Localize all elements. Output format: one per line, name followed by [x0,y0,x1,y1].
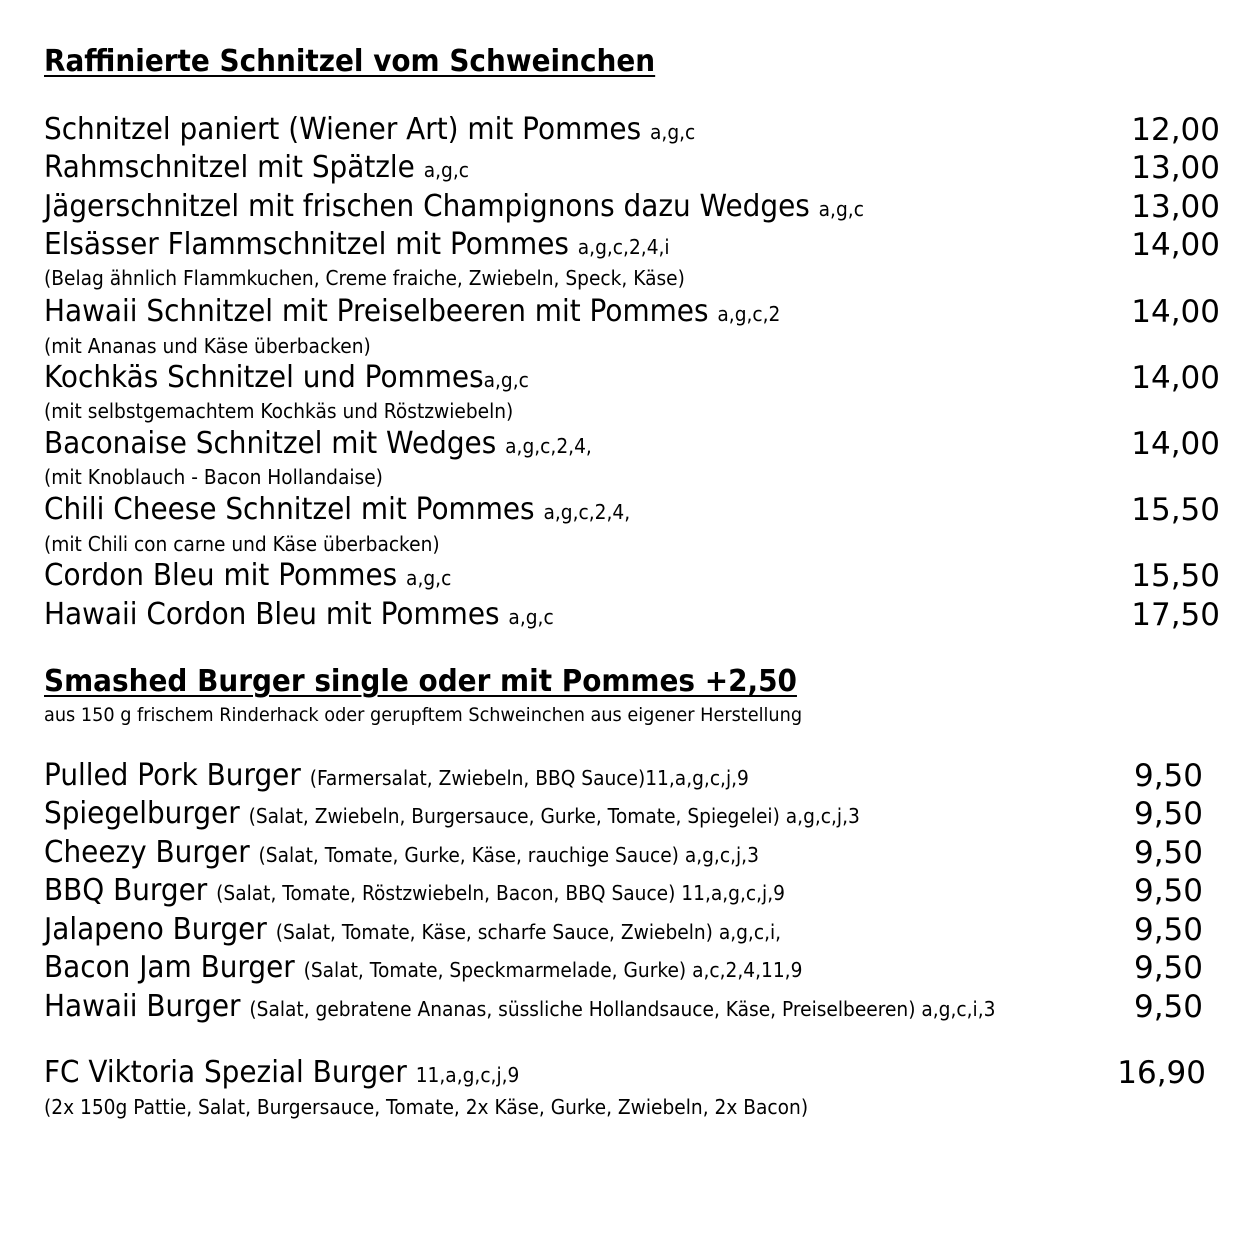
ingredients-and-allergens: (Salat, Tomate, Speckmarmelade, Gurke) a,c,2,4,11,9 [303,958,803,982]
dish-name: Baconaise Schnitzel mit Wedges [44,426,497,461]
dish-name: Spiegelburger [44,796,240,831]
menu-item-row [44,189,1224,229]
dish-name: Hawaii Cordon Bleu mit Pommes [44,597,500,632]
menu-item-description: (mit Ananas und Käse überbacken) [44,334,371,358]
dish-name: Cheezy Burger [44,835,250,870]
menu-item-name [44,796,860,831]
menu-item-name [44,492,630,527]
allergen-codes: a,g,c,2,4, [505,434,592,458]
menu-item-row [44,294,1224,334]
allergen-codes: a,g,c,2,4, [543,500,631,524]
dish-name: Jalapeno Burger [44,912,267,947]
dish-name: FC Viktoria Spezial Burger [44,1055,407,1090]
menu-item-price: 13,00 [1131,150,1220,186]
menu-item-name [44,294,780,329]
menu-item-name [44,835,759,870]
ingredients-and-allergens: (Salat, gebratene Ananas, süssliche Hollandsauce, Käse, Preiselbeeren) a,g,c,i,3 [249,997,996,1021]
menu-item-row [44,758,1224,798]
allergen-codes: 11,a,g,c,j,9 [415,1063,520,1087]
menu-item-description: (Belag ähnlich Flammkuchen, Creme fraiche, Zwiebeln, Speck, Käse) [44,266,685,290]
menu-item-name [44,1055,519,1090]
allergen-codes: a,g,c [508,605,554,629]
menu-item-price: 14,00 [1131,426,1220,462]
menu-item-price: 9,50 [1133,835,1203,871]
menu-item-description: (mit Knoblauch - Bacon Hollandaise) [44,465,383,489]
menu-item-price: 9,50 [1133,758,1203,794]
dish-name: Kochkäs Schnitzel und Pommes [44,360,484,395]
allergen-codes: a,g,c [406,566,452,590]
menu-item-price: 9,50 [1133,912,1203,948]
menu-item-name [44,150,469,185]
menu-item-row [44,492,1224,532]
menu-item-row [44,873,1224,913]
menu-item-row [44,950,1224,990]
dish-name: Jägerschnitzel mit frischen Champignons dazu Wedges [44,189,810,224]
ingredients-and-allergens: (Farmersalat, Zwiebeln, BBQ Sauce)11,a,g,c,j,9 [309,766,749,790]
menu-item-price: 13,00 [1131,189,1220,225]
menu-item-price: 9,50 [1133,796,1203,832]
menu-item-row [44,426,1224,466]
dish-name: Schnitzel paniert (Wiener Art) mit Pommes [44,112,642,147]
menu-item-row [44,150,1224,190]
menu-item-row [44,835,1224,875]
menu-item-name [44,360,529,395]
menu-item-price: 14,00 [1131,294,1220,330]
menu-item-price: 9,50 [1133,950,1203,986]
menu-item-description: (2x 150g Pattie, Salat, Burgersauce, Tomate, 2x Käse, Gurke, Zwiebeln, 2x Bacon) [44,1095,809,1119]
allergen-codes: a,g,c [650,120,696,144]
ingredients-and-allergens: (Salat, Tomate, Gurke, Käse, rauchige Sauce) a,g,c,j,3 [258,843,759,867]
menu-item-price: 9,50 [1133,873,1203,909]
menu-item-row [44,796,1224,836]
dish-name: Pulled Pork Burger [44,758,301,793]
menu-item-name [44,189,864,224]
menu-item-name [44,912,781,947]
menu-item-name [44,558,451,593]
dish-name: Rahmschnitzel mit Spätzle [44,150,415,185]
ingredients-and-allergens: (Salat, Zwiebeln, Burgersauce, Gurke, Tomate, Spiegelei) a,g,c,j,3 [248,804,860,828]
dish-name: Hawaii Schnitzel mit Preiselbeeren mit Pommes [44,294,709,329]
allergen-codes: a,g,c [818,197,864,221]
dish-name: Chili Cheese Schnitzel mit Pommes [44,492,535,527]
menu-item-name [44,873,785,908]
menu-item-price: 16,90 [1117,1055,1206,1091]
ingredients-and-allergens: (Salat, Tomate, Käse, scharfe Sauce, Zwiebeln) a,g,c,i, [275,920,782,944]
menu-item-name [44,989,995,1024]
menu-item-row [44,227,1224,267]
menu-item-name [44,112,695,147]
menu-item-description: (mit Chili con carne und Käse überbacken) [44,532,440,556]
menu-item-name [44,758,749,793]
menu-item-row [44,360,1224,400]
menu-item-row [44,597,1224,637]
dish-name: Elsässer Flammschnitzel mit Pommes [44,227,569,262]
menu-item-row [44,912,1224,952]
menu-item-price: 15,50 [1131,558,1220,594]
burger-section-subheading: aus 150 g frischem Rinderhack oder gerupftem Schweinchen aus eigener Herstellung [44,704,803,726]
menu-item-price: 14,00 [1131,360,1220,396]
allergen-codes: a,g,c,2 [717,302,781,326]
menu-item-price: 9,50 [1133,989,1203,1025]
menu-item-row [44,112,1224,152]
menu-item-name [44,597,554,632]
menu-item-row [44,1055,1224,1095]
menu-item-description: (mit selbstgemachtem Kochkäs und Röstzwiebeln) [44,399,514,423]
menu-item-price: 15,50 [1131,492,1220,528]
dish-name: BBQ Burger [44,873,208,908]
menu-item-name [44,426,592,461]
menu-item-row [44,558,1224,598]
allergen-codes: a,g,c [423,158,469,182]
menu-item-name [44,950,802,985]
dish-name: Hawaii Burger [44,989,241,1024]
menu-item-price: 12,00 [1131,112,1220,148]
dish-name: Cordon Bleu mit Pommes [44,558,398,593]
menu-item-price: 14,00 [1131,227,1220,263]
allergen-codes: a,g,c [483,368,529,392]
schnitzel-section-heading: Raffinierte Schnitzel vom Schweinchen [44,44,656,79]
dish-name: Bacon Jam Burger [44,950,295,985]
menu-item-name [44,227,670,262]
burger-section-heading: Smashed Burger single oder mit Pommes +2,50 [44,664,797,699]
menu-item-row [44,989,1224,1029]
ingredients-and-allergens: (Salat, Tomate, Röstzwiebeln, Bacon, BBQ Sauce) 11,a,g,c,j,9 [216,881,785,905]
allergen-codes: a,g,c,2,4,i [577,235,670,259]
menu-item-price: 17,50 [1131,597,1220,633]
